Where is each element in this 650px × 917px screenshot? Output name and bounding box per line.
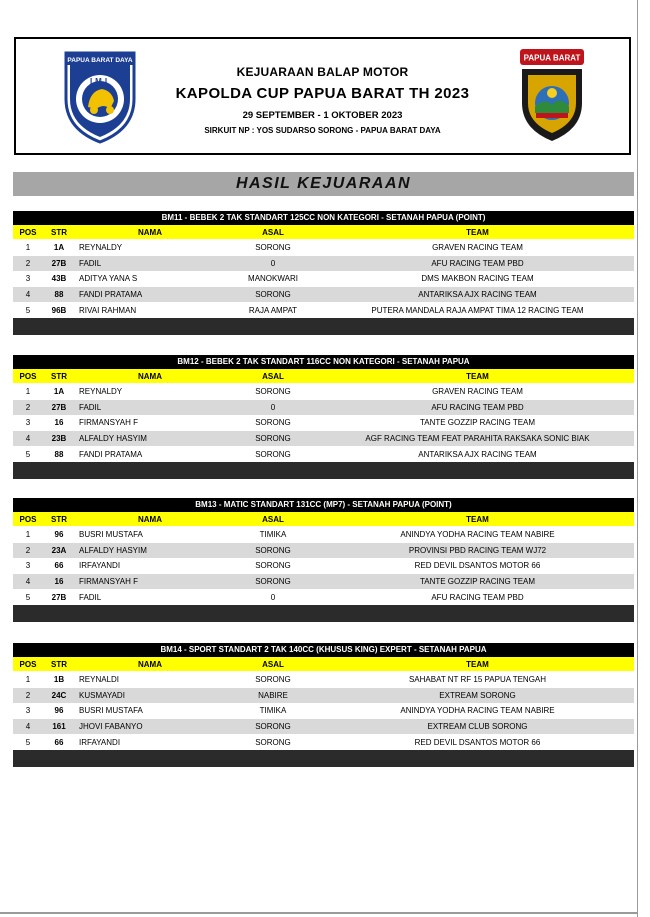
table-row <box>13 431 634 447</box>
cell-team: TANTE GOZZIP RACING TEAM <box>419 577 536 587</box>
cell-team: AFU RACING TEAM PBD <box>431 402 524 412</box>
page-edge <box>0 912 638 914</box>
cell-nama: FIRMANSYAH F <box>79 418 138 428</box>
cell-asal: SORONG <box>255 434 291 444</box>
table-row <box>13 543 634 559</box>
cell-asal: RAJA AMPAT <box>248 305 298 315</box>
cell-nama: FANDI PRATAMA <box>79 290 143 300</box>
cell-pos: 1 <box>25 387 31 397</box>
cell-pos: 5 <box>25 305 31 315</box>
table-row <box>13 271 634 287</box>
cell-pos: 1 <box>25 243 31 253</box>
cell-nama: RIVAI RAHMAN <box>79 305 137 315</box>
cell-str: 88 <box>54 290 64 300</box>
imi-logo-mark: IMI <box>89 77 111 86</box>
cell-team: ANTARIKSA AJX RACING TEAM <box>418 290 537 300</box>
cell-nama: FADIL <box>79 592 102 602</box>
cell-asal: 0 <box>270 402 276 412</box>
results-table-header <box>13 225 634 240</box>
table-row <box>13 688 634 704</box>
cell-pos: 2 <box>25 690 31 700</box>
cell-asal: SORONG <box>255 243 291 253</box>
cell-nama: BUSRI MUSTAFA <box>79 706 143 716</box>
cell-nama: REYNALDY <box>79 387 123 397</box>
cell-team: ANTARIKSA AJX RACING TEAM <box>418 449 537 459</box>
column-header-nama: NAMA <box>138 227 162 237</box>
section-footer-bar <box>13 462 634 479</box>
cell-str: 43B <box>51 274 67 284</box>
cell-asal: NABIRE <box>258 690 288 700</box>
section-footer-bar <box>13 605 634 622</box>
cell-nama: REYNALDI <box>79 675 120 685</box>
race-class-section <box>13 355 634 479</box>
race-class-title: BM13 - MATIC STANDART 131CC (MP7) - SETANAH PAPUA (POINT) <box>13 498 634 512</box>
cell-str: 24C <box>51 690 67 700</box>
cell-pos: 4 <box>25 722 31 732</box>
column-header-asal: ASAL <box>262 371 284 381</box>
column-header-str: STR <box>51 659 67 669</box>
cell-str: 27B <box>51 402 67 412</box>
cell-pos: 4 <box>25 434 31 444</box>
cell-str: 161 <box>52 722 66 732</box>
column-header-nama: NAMA <box>138 371 162 381</box>
column-header-nama: NAMA <box>138 514 162 524</box>
table-row <box>13 734 634 750</box>
cell-nama: REYNALDY <box>79 243 123 253</box>
cell-str: 66 <box>54 561 64 571</box>
table-row <box>13 415 634 431</box>
table-row <box>13 719 634 735</box>
cell-team: AFU RACING TEAM PBD <box>431 258 524 268</box>
results-table-header <box>13 657 634 672</box>
cell-str: 96 <box>54 530 64 540</box>
section-footer-bar <box>13 750 634 767</box>
column-header-pos: POS <box>19 371 37 381</box>
table-row <box>13 574 634 590</box>
column-header-team: TEAM <box>466 659 489 669</box>
table-row <box>13 256 634 272</box>
table-row <box>13 558 634 574</box>
cell-asal: SORONG <box>255 387 291 397</box>
cell-str: 96 <box>54 706 64 716</box>
column-header-str: STR <box>51 514 67 524</box>
table-row <box>13 672 634 688</box>
cell-nama: IRFAYANDI <box>79 561 121 571</box>
race-class-title: BM12 - BEBEK 2 TAK STANDART 116CC NON KATEGORI - SETANAH PAPUA <box>13 355 634 369</box>
column-header-asal: ASAL <box>262 659 284 669</box>
cell-pos: 5 <box>25 449 31 459</box>
cell-asal: SORONG <box>255 675 291 685</box>
event-circuit: SIRKUIT NP : YOS SUDARSO SORONG - PAPUA BARAT DAYA <box>204 126 441 135</box>
cell-str: 27B <box>51 592 67 602</box>
race-class-section <box>13 498 634 622</box>
cell-team: GRAVEN RACING TEAM <box>432 243 523 253</box>
cell-team: RED DEVIL DSANTOS MOTOR 66 <box>414 737 541 747</box>
table-row <box>13 527 634 543</box>
results-table-header <box>13 512 634 527</box>
cell-pos: 2 <box>25 545 31 555</box>
column-header-asal: ASAL <box>262 227 284 237</box>
column-header-pos: POS <box>19 659 37 669</box>
results-table-header <box>13 369 634 384</box>
cell-team: AFU RACING TEAM PBD <box>431 592 524 602</box>
page-edge <box>637 0 638 917</box>
cell-nama: ALFALDY HASYIM <box>79 545 147 555</box>
cell-str: 66 <box>54 737 64 747</box>
cell-asal: SORONG <box>255 418 291 428</box>
cell-nama: KUSMAYADI <box>79 690 125 700</box>
cell-nama: ALFALDY HASYIM <box>79 434 147 444</box>
cell-nama: IRFAYANDI <box>79 737 121 747</box>
cell-str: 1A <box>53 243 65 253</box>
cell-str: 16 <box>54 577 64 587</box>
cell-asal: SORONG <box>255 577 291 587</box>
cell-pos: 3 <box>25 274 31 284</box>
cell-team: PUTERA MANDALA RAJA AMPAT TIMA 12 RACING TEAM <box>371 305 584 315</box>
cell-pos: 1 <box>25 530 31 540</box>
cell-pos: 2 <box>25 402 31 412</box>
cell-asal: SORONG <box>255 449 291 459</box>
cell-pos: 5 <box>25 592 31 602</box>
cell-asal: SORONG <box>255 290 291 300</box>
cell-team: EXTREAM CLUB SORONG <box>427 722 528 732</box>
cell-team: SAHABAT NT RF 15 PAPUA TENGAH <box>408 675 547 685</box>
cell-pos: 1 <box>25 675 31 685</box>
cell-asal: TIMIKA <box>259 706 287 716</box>
results-heading: HASIL KEJUARAAN <box>13 172 634 196</box>
cell-team: PROVINSI PBD RACING TEAM WJ72 <box>408 545 547 555</box>
table-row <box>13 287 634 303</box>
cell-str: 88 <box>54 449 64 459</box>
table-row <box>13 589 634 605</box>
table-row <box>13 446 634 462</box>
table-row <box>13 384 634 400</box>
race-class-section <box>13 211 634 335</box>
column-header-team: TEAM <box>466 227 489 237</box>
cell-pos: 3 <box>25 706 31 716</box>
cell-asal: SORONG <box>255 722 291 732</box>
cell-str: 1A <box>53 387 65 397</box>
section-footer-bar <box>13 318 634 335</box>
cell-asal: TIMIKA <box>259 530 287 540</box>
column-header-team: TEAM <box>466 514 489 524</box>
table-row <box>13 240 634 256</box>
police-badge-text: PAPUA BARAT <box>523 53 581 63</box>
cell-asal: SORONG <box>255 545 291 555</box>
cell-team: RED DEVIL DSANTOS MOTOR 66 <box>414 561 541 571</box>
column-header-pos: POS <box>19 514 37 524</box>
cell-team: ANINDYA YODHA RACING TEAM NABIRE <box>400 706 555 716</box>
police-badge-logo <box>512 45 592 145</box>
cell-asal: SORONG <box>255 561 291 571</box>
cell-team: EXTREAM SORONG <box>439 690 516 700</box>
cell-pos: 2 <box>25 258 31 268</box>
event-dates: 29 SEPTEMBER - 1 OKTOBER 2023 <box>242 110 403 121</box>
cell-nama: JHOVI FABANYO <box>79 722 143 732</box>
cell-nama: FANDI PRATAMA <box>79 449 143 459</box>
cell-pos: 4 <box>25 290 31 300</box>
column-header-team: TEAM <box>466 371 489 381</box>
cell-team: AGF RACING TEAM FEAT PARAHITA RAKSAKA SONIC BIAK <box>365 434 590 444</box>
cell-asal: 0 <box>270 592 276 602</box>
cell-pos: 3 <box>25 418 31 428</box>
cell-str: 1B <box>53 675 65 685</box>
cell-nama: ADITYA YANA S <box>79 274 138 284</box>
cell-team: DMS MAKBON RACING TEAM <box>421 274 534 284</box>
event-organizer-title: KEJUARAAN BALAP MOTOR <box>236 65 409 79</box>
race-class-title: BM14 - SPORT STANDART 2 TAK 140CC (KHUSUS KING) EXPERT - SETANAH PAPUA <box>13 643 634 657</box>
race-class-title: BM11 - BEBEK 2 TAK STANDART 125CC NON KATEGORI - SETANAH PAPUA (POINT) <box>13 211 634 225</box>
cell-nama: FADIL <box>79 258 102 268</box>
cell-asal: SORONG <box>255 737 291 747</box>
event-title: KAPOLDA CUP PAPUA BARAT TH 2023 <box>175 85 470 102</box>
table-row <box>13 703 634 719</box>
imi-logo-top-text: PAPUA BARAT DAYA <box>67 57 133 64</box>
cell-pos: 5 <box>25 737 31 747</box>
cell-team: TANTE GOZZIP RACING TEAM <box>419 418 536 428</box>
column-header-nama: NAMA <box>138 659 162 669</box>
cell-pos: 4 <box>25 577 31 587</box>
cell-nama: FIRMANSYAH F <box>79 577 138 587</box>
cell-nama: BUSRI MUSTAFA <box>79 530 143 540</box>
cell-nama: FADIL <box>79 402 102 412</box>
cell-str: 96B <box>51 305 67 315</box>
document-header <box>14 37 631 155</box>
cell-pos: 3 <box>25 561 31 571</box>
table-row <box>13 400 634 416</box>
cell-team: GRAVEN RACING TEAM <box>432 387 523 397</box>
column-header-asal: ASAL <box>262 514 284 524</box>
cell-str: 23A <box>51 545 67 555</box>
cell-str: 27B <box>51 258 67 268</box>
cell-asal: 0 <box>270 258 276 268</box>
cell-asal: MANOKWARI <box>248 274 298 284</box>
race-class-section <box>13 643 634 767</box>
cell-str: 16 <box>54 418 64 428</box>
column-header-str: STR <box>51 371 67 381</box>
column-header-pos: POS <box>19 227 37 237</box>
column-header-str: STR <box>51 227 67 237</box>
table-row <box>13 302 634 318</box>
cell-team: ANINDYA YODHA RACING TEAM NABIRE <box>400 530 555 540</box>
cell-str: 23B <box>51 434 67 444</box>
